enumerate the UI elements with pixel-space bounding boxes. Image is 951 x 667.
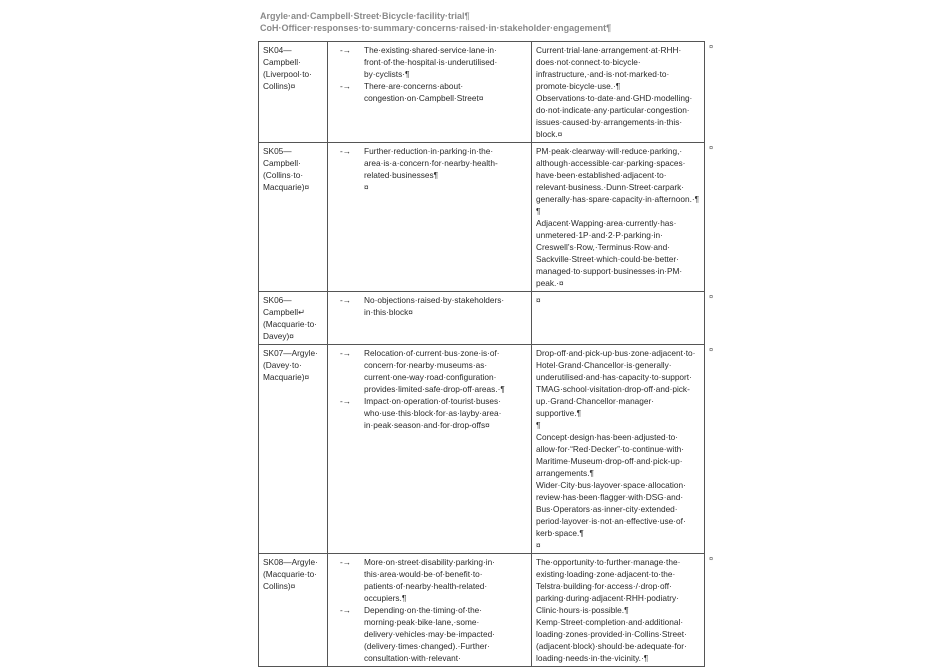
section-line: Collins)¤ xyxy=(263,81,296,91)
response-line: although·accessible·car·parking·spaces· xyxy=(536,158,686,168)
concern-bullet xyxy=(340,145,528,193)
response-line: Drop-off·and·pick-up·bus·zone·adjacent·to· xyxy=(536,348,696,358)
concern-line: consultation·with·relevant· xyxy=(364,653,461,663)
section-cell xyxy=(259,42,328,143)
response-line: Clinic·hours·is·possible.¶ xyxy=(536,605,629,615)
concern-line: There·are·concerns·about· xyxy=(364,81,464,91)
response-line: ¶ xyxy=(536,420,541,430)
row-end-mark: ¤ xyxy=(709,556,713,563)
row-end-mark: ¤ xyxy=(709,44,713,51)
response-line: Hotel·Grand·Chancellor·is·generally· xyxy=(536,360,672,370)
response-line: kerb·space.¶ xyxy=(536,528,584,538)
response-line: unmetered·1P·and·2·P·parking·in· xyxy=(536,230,663,240)
response-line: review·has·been·flagger·with·DSG·and· xyxy=(536,492,684,502)
concerns-cell xyxy=(328,345,532,554)
concerns-table xyxy=(258,41,713,667)
response-line: (adjacent·block)·should·be·adequate·for· xyxy=(536,641,687,651)
concern-line: congestion·on·Campbell·Street¤ xyxy=(364,93,484,103)
response-cell xyxy=(532,345,713,554)
response-line: underutilised·and·has·capacity·to·support· xyxy=(536,372,692,382)
response-line: Current·trial·lane·arrangement·at·RHH· xyxy=(536,45,682,55)
response-line: Observations·to·date·and·GHD·modelling· xyxy=(536,93,693,103)
response-line: period·layover·is·not·an·effective·use·of· xyxy=(536,516,686,526)
concern-line: concern·for·nearby·museums·as· xyxy=(364,360,488,370)
table-row xyxy=(259,554,705,667)
response-line: The·opportunity·to·further·manage·the· xyxy=(536,557,681,567)
response-line: existing·loading·zone·adjacent·to·the· xyxy=(536,569,676,579)
response-line: peak.·¤ xyxy=(536,278,564,288)
section-line: (Liverpool·to· xyxy=(263,69,312,79)
tab-arrow-icon: -→ xyxy=(340,605,352,615)
section-cell xyxy=(259,345,328,554)
tab-arrow-icon: -→ xyxy=(340,396,352,406)
section-line: Collins)¤ xyxy=(263,581,296,591)
concern-bullet xyxy=(340,44,528,80)
response-line: PM·peak·clearway·will·reduce·parking,· xyxy=(536,146,683,156)
response-line: up.·Grand·Chancellor·manager· xyxy=(536,396,655,406)
concern-line: Relocation·of·current·bus·zone·is·of· xyxy=(364,348,500,358)
response-line: supportive.¶ xyxy=(536,408,582,418)
section-line: Davey)¤ xyxy=(263,331,294,341)
concern-bullet xyxy=(340,556,528,604)
response-cell xyxy=(532,42,713,143)
concern-line: The·existing·shared·service·lane·in· xyxy=(364,45,497,55)
response-line: TMAG·school·visitation·drop-off·and·pick- xyxy=(536,384,690,394)
concern-line: occupiers.¶ xyxy=(364,593,407,603)
section-line: (Macquarie·to· xyxy=(263,319,317,329)
response-line: block.¤ xyxy=(536,129,563,139)
concern-line: current·one-way·road·configuration· xyxy=(364,372,497,382)
concerns-cell xyxy=(328,143,532,292)
section-line: (Collins·to· xyxy=(263,170,304,180)
response-line: Maritime·Museum·drop-off·and·pick-up· xyxy=(536,456,683,466)
section-line: Campbell· xyxy=(263,57,301,67)
response-line: Sackville·Street·which·could·be·better· xyxy=(536,254,679,264)
response-line: Kemp·Street·completion·and·additional· xyxy=(536,617,684,627)
response-line: allow·for·“Red·Decker”·to·continue·with· xyxy=(536,444,684,454)
row-end-mark: ¤ xyxy=(709,347,713,354)
response-line: generally·has·spare·capacity·in·afternoon.·¶ xyxy=(536,194,700,204)
response-line: relevant·business.·Dunn·Street·carpark· xyxy=(536,182,685,192)
response-line: loading·needs·in·the·vicinity.·¶ xyxy=(536,653,649,663)
concern-line: in·peak·season·and·for·drop-offs¤ xyxy=(364,420,490,430)
response-cell xyxy=(532,143,713,292)
concern-line: No·objections·raised·by·stakeholders· xyxy=(364,295,505,305)
section-line: SK07—Argyle· xyxy=(263,348,318,358)
concern-line: ¤ xyxy=(364,182,369,192)
concern-bullet xyxy=(340,80,528,104)
concern-line: patients·of·nearby·health-related· xyxy=(364,581,488,591)
tab-arrow-icon: -→ xyxy=(340,146,352,156)
section-cell xyxy=(259,292,328,345)
concern-bullet xyxy=(340,395,528,431)
section-line: SK04— xyxy=(263,45,292,55)
section-line: (Davey·to· xyxy=(263,360,302,370)
response-line: Bus·Operators·as·inner-city·extended· xyxy=(536,504,678,514)
section-line: Campbell↵ xyxy=(263,307,305,317)
response-line: do·not·indicate·any·particular·congestion· xyxy=(536,105,690,115)
section-line: SK05— xyxy=(263,146,292,156)
response-line: loading·zones·provided·in·Collins·Street· xyxy=(536,629,687,639)
section-cell xyxy=(259,143,328,292)
table-row xyxy=(259,143,705,292)
section-line: Campbell· xyxy=(263,158,301,168)
section-cell xyxy=(259,554,328,667)
response-cell xyxy=(532,554,713,667)
concern-bullet xyxy=(340,347,528,395)
response-line: does·not·connect·to·bicycle· xyxy=(536,57,641,67)
tab-arrow-icon: -→ xyxy=(340,295,352,305)
response-cell xyxy=(532,292,713,345)
row-end-mark: ¤ xyxy=(709,294,713,301)
response-line: infrastructure,·and·is·not·marked·to· xyxy=(536,69,670,79)
concern-line: this·area·would·be·of·benefit·to· xyxy=(364,569,483,579)
response-line: Concept·design·has·been·adjusted·to· xyxy=(536,432,679,442)
concern-line: provides·limited·safe·drop-off·areas.·¶ xyxy=(364,384,505,394)
tab-arrow-icon: -→ xyxy=(340,348,352,358)
concern-line: front·of·the·hospital·is·underutilised· xyxy=(364,57,498,67)
tab-arrow-icon: -→ xyxy=(340,557,352,567)
response-line: parking·during·adjacent·RHH·podiatry· xyxy=(536,593,679,603)
response-line: ¤ xyxy=(536,540,541,550)
section-line: SK06— xyxy=(263,295,292,305)
concern-line: Depending·on·the·timing·of·the· xyxy=(364,605,483,615)
concern-bullet xyxy=(340,294,528,318)
response-line: Creswell’s·Row,·Terminus·Row·and· xyxy=(536,242,671,252)
concern-line: delivery·vehicles·may·be·impacted· xyxy=(364,629,495,639)
table-row xyxy=(259,42,705,143)
response-line: Wider·City·bus·layover·space·allocation· xyxy=(536,480,686,490)
response-line: have·been·established·adjacent·to· xyxy=(536,170,667,180)
section-line: Macquarie)¤ xyxy=(263,182,310,192)
table-row xyxy=(259,345,705,554)
concern-line: who·use·this·block·for·as·layby·area· xyxy=(364,408,502,418)
table-row xyxy=(259,292,705,345)
concern-line: Impact·on·operation·of·tourist·buses· xyxy=(364,396,501,406)
concern-line: Further·reduction·in·parking·in·the· xyxy=(364,146,494,156)
concerns-cell xyxy=(328,554,532,667)
section-line: SK08—Argyle· xyxy=(263,557,318,567)
section-line: Macquarie)¤ xyxy=(263,372,310,382)
concerns-cell xyxy=(328,42,532,143)
concern-line: area·is·a·concern·for·nearby·health- xyxy=(364,158,498,168)
row-end-mark: ¤ xyxy=(709,145,713,152)
response-line: arrangements.¶ xyxy=(536,468,594,478)
response-line: ¶ xyxy=(536,206,541,216)
section-line: (Macquarie·to· xyxy=(263,569,317,579)
concern-line: in·this·block¤ xyxy=(364,307,413,317)
concern-line: by·cyclists·¶ xyxy=(364,69,410,79)
response-line: managed·to·support·businesses·in·PM· xyxy=(536,266,683,276)
document-title: Argyle·and·Campbell·Street·Bicycle·facility·trial¶ xyxy=(260,11,470,21)
concerns-cell xyxy=(328,292,532,345)
concern-line: related·businesses¶ xyxy=(364,170,439,180)
response-line: issues·caused·by·arrangements·in·this· xyxy=(536,117,683,127)
tab-arrow-icon: -→ xyxy=(340,81,352,91)
concern-bullet xyxy=(340,604,528,664)
response-line: Telstra·building·for·access·/·drop·off· xyxy=(536,581,672,591)
response-line: Adjacent·Wapping·area·currently·has· xyxy=(536,218,677,228)
response-line: ¤ xyxy=(536,295,541,305)
tab-arrow-icon: -→ xyxy=(340,45,352,55)
document-subtitle: CoH·Officer·responses·to·summary·concerns·raised·in·stakeholder·engagement¶ xyxy=(260,23,612,33)
concern-line: (delivery·times·changed).·Further· xyxy=(364,641,490,651)
concern-line: More·on·street·disability·parking·in· xyxy=(364,557,495,567)
concern-line: morning·peak·bike·lane,·some· xyxy=(364,617,480,627)
response-line: promote·bicycle·use.·¶ xyxy=(536,81,621,91)
